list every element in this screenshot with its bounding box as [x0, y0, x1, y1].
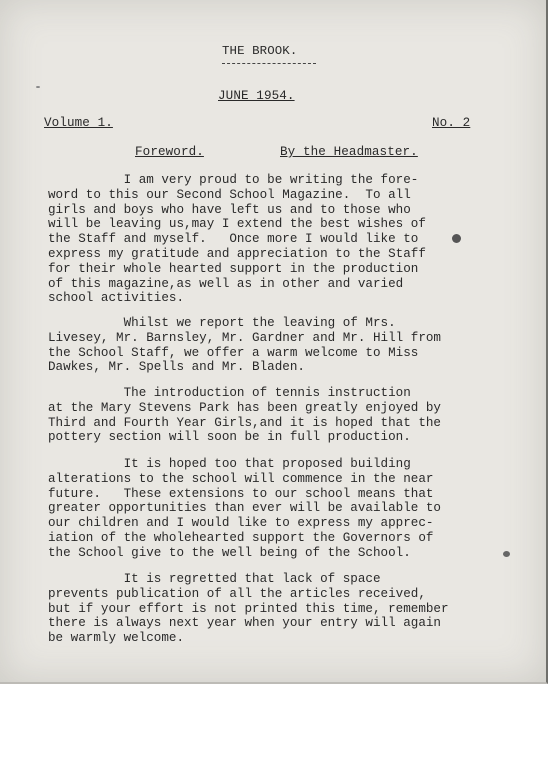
- paragraph: It is hoped too that proposed building alterations to the school will commence in the near future. These extensions to our school means that greater opportunities than ever will be available to our children and I would like to express my apprec- iation of the wholehearted support the Governors of the School give to the well being of the School.: [48, 457, 441, 560]
- ink-blot: [503, 551, 510, 557]
- article-byline: By the Headmaster.: [280, 145, 418, 159]
- ink-blot: [36, 86, 40, 88]
- issue-date: JUNE 1954.: [218, 89, 295, 103]
- issue-number: No. 2: [432, 116, 471, 130]
- paragraph: It is regretted that lack of space prevents publication of all the articles received, but if your effort is not printed this time, remember there is always next year when your entry will again be warmly welcome.: [48, 572, 449, 646]
- paragraph: I am very proud to be writing the fore- word to this our Second School Magazine. To all girls and boys who have left us and to those who will be leaving us,may I extend the best wishes of the Staff and myself. Once more I would like to express my gratitude and appreciation to the Staff for their whole hearted support in the production of this magazine,as well as in other and varied school activities.: [48, 173, 426, 306]
- title-rule: [222, 63, 316, 64]
- paragraph: Whilst we report the leaving of Mrs. Livesey, Mr. Barnsley, Mr. Gardner and Mr. Hill from the School Staff, we offer a warm welcome to Miss Dawkes, Mr. Spells and Mr. Bladen.: [48, 316, 441, 375]
- ink-blot: [452, 234, 461, 243]
- paragraph: The introduction of tennis instruction at the Mary Stevens Park has been greatly enjoyed by Third and Fourth Year Girls,and it is hoped that the pottery section will soon be in full production.: [48, 386, 441, 445]
- magazine-title: THE BROOK.: [222, 44, 298, 58]
- article-heading: Foreword.: [135, 145, 204, 159]
- volume-number: Volume 1.: [44, 116, 113, 130]
